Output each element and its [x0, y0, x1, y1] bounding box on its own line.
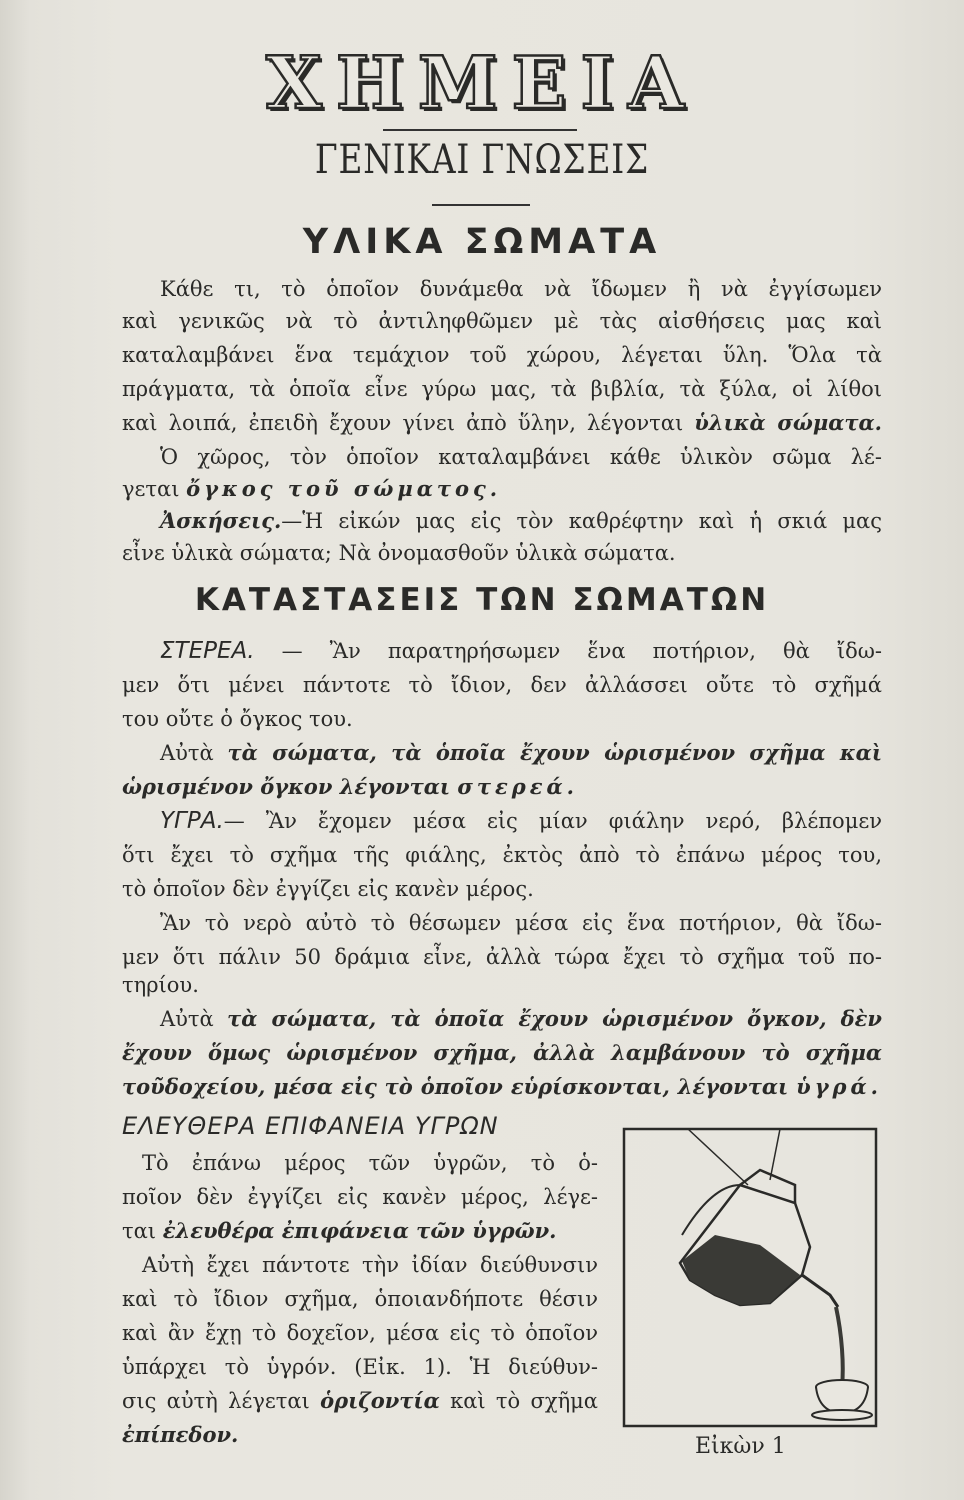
title-divider: [383, 129, 577, 131]
term-horizontal: ὁριζοντία: [320, 1388, 440, 1413]
paragraph-line: ὅτι ἔχει τὸ σχῆμα τῆς φιάλης, ἐκτὸς ἀπὸ τὸ ἐπάνω μέρος του,: [122, 843, 882, 867]
figure-caption: Εἰκὼν 1: [695, 1434, 786, 1459]
definition-solids: τὰ σώματα, τὰ ὁποῖα ἔχουν ὡρισμένον σχῆμα καὶ: [227, 740, 882, 765]
page-subtitle: ΓΕΝΙΚΑΙ ΓΝΩΣΕΙΣ: [314, 137, 650, 183]
text-run: Αὐτὰ: [160, 741, 228, 765]
paragraph-line: πράγματα, τὰ ὁποῖα εἶνε γύρω μας, τὰ βιβλία, τὰ ξύλα, οἱ λίθοι: [122, 377, 882, 401]
subtitle-divider: [432, 204, 530, 206]
paragraph-line: Ὁ χῶρος, τὸν ὁποῖον καταλαμβάνει κάθε ὑλικὸν σῶμα λέ-: [160, 445, 882, 469]
paragraph-line: ὑπάρχει τὸ ὑγρόν. (Εἰκ. 1). Ἡ διεύθυν-: [122, 1355, 598, 1379]
paragraph-line: [122, 408, 882, 438]
paragraph-line: του οὔτε ὁ ὄγκος του.: [122, 707, 353, 731]
paragraph-line: [122, 1072, 882, 1102]
term-solids: στερεά.: [457, 774, 578, 799]
paragraph-line: τὸ ὁποῖον δὲν ἐγγίζει εἰς κανὲν μέρος.: [122, 877, 534, 901]
text-run: ται: [122, 1219, 163, 1243]
paragraph-line: [160, 636, 882, 666]
text-run: καὶ λοιπά, ἐπειδὴ ἔχουν γίνει ἀπὸ ὕλην, λέγονται: [122, 411, 695, 435]
paragraph-line: [122, 474, 882, 504]
term-material-bodies: ὑλικὰ σώματα.: [694, 410, 882, 435]
paragraph-line: [160, 738, 882, 768]
page-title: ΧΗΜΕΙΑ: [265, 40, 698, 125]
paragraph-line: Ἂν τὸ νερὸ αὐτὸ τὸ θέσωμεν μέσα εἰς ἕνα ποτήριον, θὰ ἴδω-: [160, 911, 882, 935]
paragraph-line: καὶ ἂν ἔχῃ τὸ δοχεῖον, μέσα εἰς τὸ ὁποῖον: [122, 1321, 598, 1345]
text-run: Αὐτὰ: [160, 1007, 228, 1031]
text-run: —Ἡ εἰκών μας εἰς τὸν καθρέφτην καὶ ἡ σκιά μας: [281, 509, 882, 533]
paragraph-line: ἔχουν ὅμως ὡρισμένον σχῆμα, ἀλλὰ λαμβάνουν τὸ σχῆμα: [122, 1040, 882, 1065]
paragraph-line: [160, 1004, 882, 1034]
definition-liquids: τοῦδοχείου, μέσα εἰς τὸ ὁποῖον εὑρίσκονται, λέγονται: [122, 1074, 797, 1099]
term-volume: ὄγκος τοῦ σώματος.: [186, 476, 502, 501]
text-run: καὶ τὸ σχῆμα: [439, 1389, 598, 1413]
section-heading-free-surface: ΕΛΕΥΘΕΡΑ ΕΠΙΦΑΝΕΙΑ ΥΓΡΩΝ: [122, 1112, 499, 1140]
liquids-label: ΥΓΡΑ.: [160, 808, 224, 834]
paragraph-line: ποῖον δὲν ἐγγίζει εἰς κανὲν μέρος, λέγε-: [122, 1185, 598, 1209]
paragraph-line: [122, 1386, 598, 1416]
text-run: — Ἂν παρατηρήσωμεν ἕνα ποτήριον, θὰ ἴδω-: [254, 639, 882, 663]
paragraph-line: καταλαμβάνει ἕνα τεμάχιον τοῦ χώρου, λέγεται ὕλη. Ὅλα τὰ: [122, 343, 882, 367]
paragraph-line: [122, 772, 882, 802]
paragraph-line: [160, 506, 882, 536]
cup-illustration: [812, 1380, 872, 1420]
paragraph-line: καὶ τὸ ἴδιον σχῆμα, ὁποιανδήποτε θέσιν: [122, 1287, 598, 1311]
paragraph-line: [160, 806, 882, 836]
exercises-label: Ἀσκήσεις.: [160, 508, 282, 533]
paragraph-line: Αὐτὴ ἔχει πάντοτε τὴν ἰδίαν διεύθυνσιν: [142, 1253, 598, 1277]
paragraph-line: Τὸ ἐπάνω μέρος τῶν ὑγρῶν, τὸ ὁ-: [142, 1151, 598, 1175]
term-free-surface: ἐλευθέρα ἐπιφάνεια τῶν ὑγρῶν.: [162, 1218, 557, 1243]
definition-solids: ὡρισμένον ὄγκον λέγονται: [122, 774, 458, 799]
pouring-stream: [836, 1307, 843, 1387]
paragraph-line: μεν ὅτι μένει πάντοτε τὸ ἴδιον, δεν ἀλλάσσει οὔτε τὸ σχῆμά: [122, 673, 882, 697]
paragraph-line: εἶνε ὑλικὰ σώματα; Νὰ ὀνομασθοῦν ὑλικὰ σώματα.: [122, 541, 676, 565]
section-heading-material-bodies: ΥΛΙΚΑ ΣΩΜΑΤΑ: [302, 222, 662, 262]
paragraph-line: τηρίου.: [122, 973, 199, 997]
paragraph-line: Κάθε τι, τὸ ὁποῖον δυνάμεθα νὰ ἴδωμεν ἢ νὰ ἐγγίσωμεν: [160, 277, 882, 301]
paragraph-line: [122, 1216, 598, 1246]
definition-liquids: τὰ σώματα, τὰ ὁποῖα ἔχουν ὡρισμένον ὄγκον, δὲν: [227, 1006, 882, 1031]
figure-pouring-jug-illustration: [620, 1125, 880, 1430]
paragraph-line: μεν ὅτι πάλιν 50 δράμια εἶνε, ἀλλὰ τώρα ἔχει τὸ σχῆμα τοῦ πο-: [122, 945, 882, 969]
section-heading-states: ΚΑΤΑΣΤΑΣΕΙΣ ΤΩΝ ΣΩΜΑΤΩΝ: [194, 582, 770, 618]
text-run: σις αὐτὴ λέγεται: [122, 1389, 321, 1413]
paragraph-line: ἐπίπεδον.: [122, 1422, 239, 1447]
jug-illustration: [680, 1170, 838, 1307]
solids-label: ΣΤΕΡΕΑ.: [160, 638, 255, 664]
term-liquids: ὑγρά.: [796, 1074, 882, 1099]
paragraph-line: καὶ γενικῶς νὰ τὸ ἀντιληφθῶμεν μὲ τὰς αἰσθήσεις μας καὶ: [122, 309, 882, 333]
text-run: γεται: [122, 477, 187, 501]
text-run: — Ἂν ἔχομεν μέσα εἰς μίαν φιάλην νερό, βλέπομεν: [223, 809, 882, 833]
